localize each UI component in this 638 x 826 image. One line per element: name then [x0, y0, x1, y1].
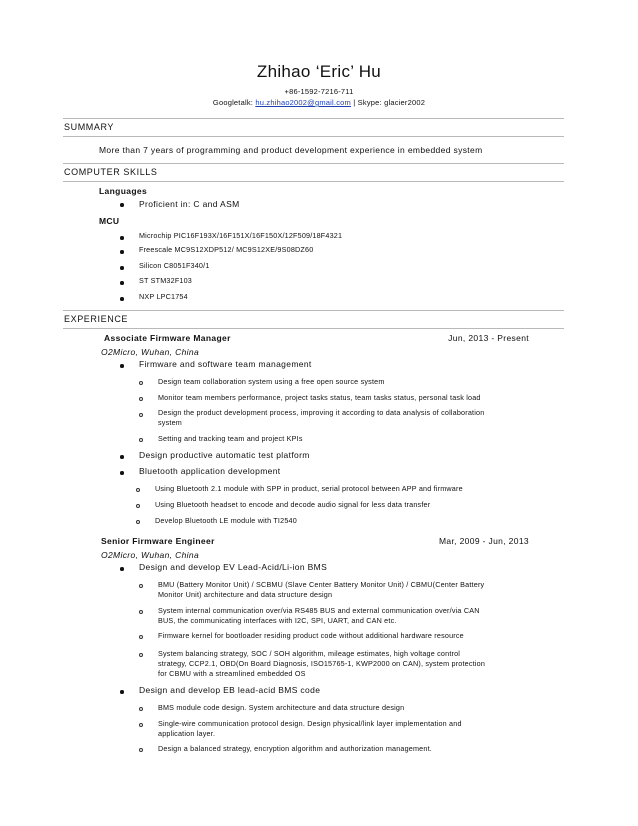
section-divider [63, 181, 564, 182]
sub-bullet-icon [139, 635, 143, 639]
summary-heading: SUMMARY [64, 122, 115, 132]
summary-text: More than 7 years of programming and product development experience in embedded system [99, 145, 483, 155]
job-subitem: System internal communication over/via RS485 BUS and external communication over/via CAN [158, 606, 480, 615]
bullet-icon [120, 690, 124, 694]
job-item: Firmware and software team management [139, 359, 312, 369]
phone-number: +86-1592-7216-711 [284, 87, 354, 96]
bullet-icon [120, 250, 124, 254]
mcu-item: ST STM32F103 [139, 276, 193, 285]
email-link[interactable]: hu.zhihao2002@gmail.com [255, 98, 351, 107]
contact-prefix: Googletalk: [212, 98, 256, 107]
sub-bullet-icon [139, 610, 143, 614]
job-dates: Jun, 2013 - Present [448, 333, 529, 343]
bullet-icon [120, 297, 124, 301]
job-title: Associate Firmware Manager [104, 333, 231, 343]
bullet-icon [120, 567, 124, 571]
job-subitem: Design a balanced strategy, encryption algorithm and authorization management. [158, 744, 432, 753]
job-subitem: Setting and tracking team and project KPIs [158, 434, 303, 443]
sub-bullet-icon [136, 504, 140, 508]
contact-line [0, 98, 638, 107]
bullet-icon [120, 266, 124, 270]
sub-bullet-icon [139, 381, 143, 385]
job-subitem: Monitor team members performance, project tasks status, team tasks status, personal task load [158, 393, 481, 402]
job-subitem: BUS, the communicating interfaces with I2C, SPI, UART, and CAN etc. [158, 616, 397, 625]
bullet-icon [120, 236, 124, 240]
sub-bullet-icon [136, 488, 140, 492]
job-subitem: system [158, 418, 182, 427]
job-subitem: BMS module code design. System architecture and data structure design [158, 703, 405, 712]
sub-bullet-icon [136, 520, 140, 524]
mcu-item: Silicon C8051F340/1 [139, 261, 210, 270]
section-divider [63, 136, 564, 137]
job-item: Design and develop EB lead-acid BMS code [139, 685, 321, 695]
job-subitem: Firmware kernel for bootloader residing product code without additional hardware resource [158, 631, 464, 640]
mcu-item: Freescale MC9S12XDP512/ MC9S12XE/9S08DZ60 [139, 245, 314, 254]
bullet-icon [120, 455, 124, 459]
sub-bullet-icon [139, 723, 143, 727]
job-subitem: Develop Bluetooth LE module with TI2540 [155, 516, 297, 525]
mcu-label: MCU [99, 216, 120, 226]
bullet-icon [120, 471, 124, 475]
sub-bullet-icon [139, 438, 143, 442]
job-subitem: BMU (Battery Monitor Unit) / SCBMU (Slave Center Battery Monitor Unit) / CBMU(Center Battery [158, 580, 485, 589]
skills-heading: COMPUTER SKILLS [64, 167, 158, 177]
job-dates: Mar, 2009 - Jun, 2013 [438, 536, 529, 546]
job-subitem: Single-wire communication protocol design. Design physical/link layer implementation and [158, 719, 462, 728]
mcu-item: NXP LPC1754 [139, 292, 188, 301]
sub-bullet-icon [139, 413, 143, 417]
experience-heading: EXPERIENCE [64, 314, 129, 324]
bullet-icon [120, 364, 124, 368]
job-subitem: Design team collaboration system using a free open source system [158, 377, 385, 386]
job-subitem: strategy, CCP2.1, OBD(On Board Diagnosis, ISO15765-1, KWP2000 on CAN), system protection [158, 659, 486, 668]
sub-bullet-icon [139, 748, 143, 752]
section-divider [63, 163, 564, 164]
section-divider [63, 310, 564, 311]
sub-bullet-icon [139, 584, 143, 588]
job-subitem: Design the product development process, improving it according to data analysis of collaboration [158, 408, 485, 417]
job-subitem: Using Bluetooth 2.1 module with SPP in product, serial protocol between APP and firmware [155, 484, 463, 493]
candidate-name: Zhihao ‘Eric’ Hu [256, 62, 382, 81]
sub-bullet-icon [139, 707, 143, 711]
section-divider [63, 328, 564, 329]
job-company: O2Micro, Wuhan, China [101, 550, 200, 560]
contact-suffix: | Skype: glacier2002 [350, 98, 426, 107]
job-item: Design productive automatic test platform [139, 450, 310, 460]
section-divider [63, 118, 564, 119]
job-subitem: for CBMU with a streamlined embedded OS [158, 669, 306, 678]
language-item: Proficient in: C and ASM [139, 199, 240, 209]
job-subitem: Using Bluetooth headset to encode and decode audio signal for less data transfer [155, 500, 431, 509]
mcu-item: Microchip PIC16F193X/16F151X/16F150X/12F509/18F4321 [139, 231, 343, 240]
job-subitem: application layer. [158, 729, 216, 738]
job-item: Design and develop EV Lead-Acid/Li-ion BMS [139, 562, 328, 572]
sub-bullet-icon [139, 653, 143, 657]
job-company: O2Micro, Wuhan, China [101, 347, 200, 357]
job-subitem: Monitor Unit) architecture and data structure design [158, 590, 333, 599]
job-title: Senior Firmware Engineer [101, 536, 215, 546]
job-item: Bluetooth application development [139, 466, 281, 476]
bullet-icon [120, 203, 124, 207]
sub-bullet-icon [139, 397, 143, 401]
job-subitem: System balancing strategy, SOC / SOH algorithm, mileage estimates, high voltage control [158, 649, 461, 658]
bullet-icon [120, 281, 124, 285]
languages-label: Languages [99, 186, 148, 196]
